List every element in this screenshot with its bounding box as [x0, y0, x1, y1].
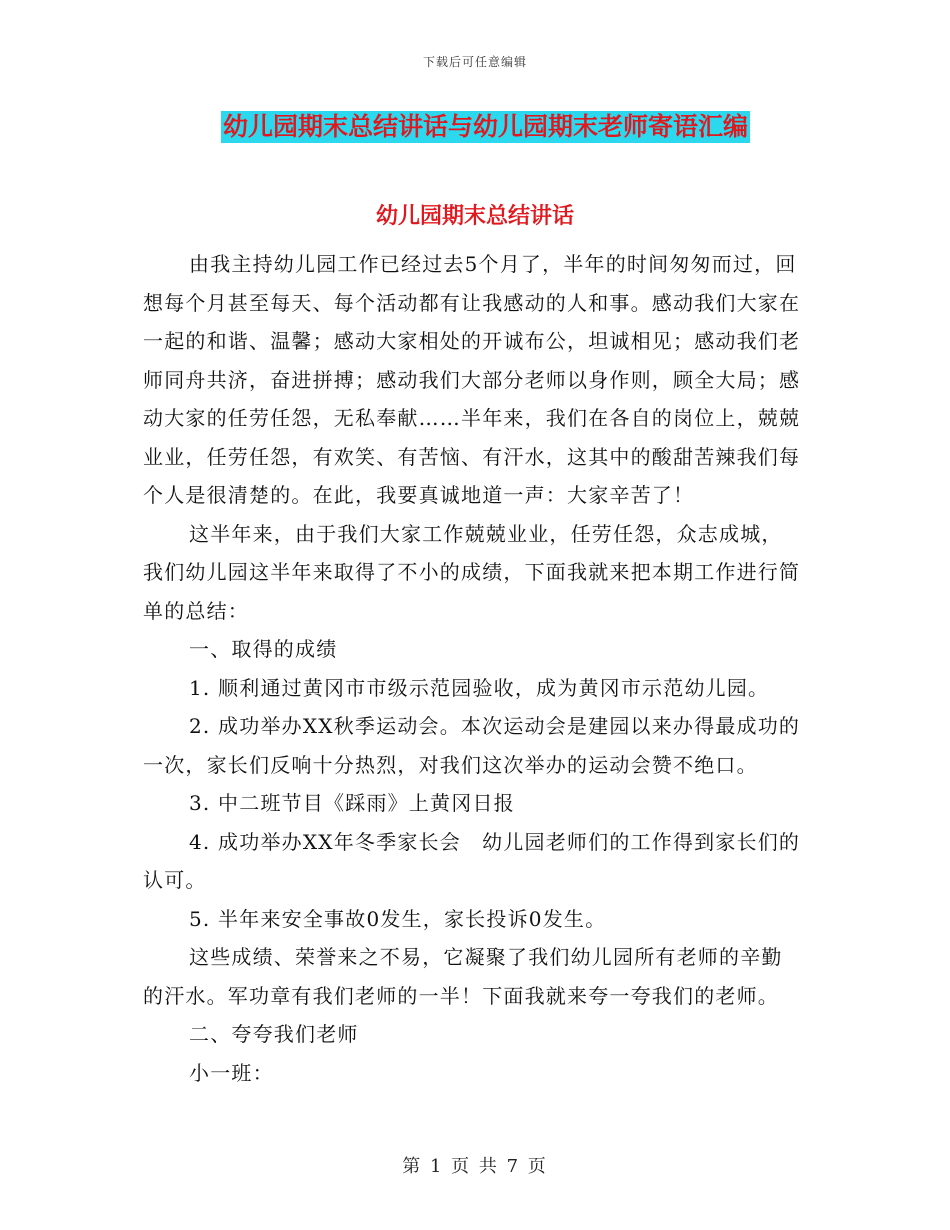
paragraph: 由我主持幼儿园工作已经过去5个月了，半年的时间匆匆而过，回想每个月甚至每天、每个活动都有让我感动的人和事。感动我们大家在一起的和谐、温馨；感动大家相处的开诚布公，坦诚相见；感动我们老师同舟共济，奋进拼搏；感动我们大部分老师以身作则，顾全大局；感动大家的任劳任怨，无私奉献……半年来，我们在各自的岗位上，兢兢业业，任劳任怨，有欢笑、有苦恼、有汗水，这其中的酸甜苦辣我们每个人是很清楚的。在此，我要真诚地道一声：大家辛苦了！ [143, 252, 801, 507]
paragraph: 这半年来，由于我们大家工作兢兢业业，任劳任怨，众志成城，我们幼儿园这半年来取得了不小的成绩，下面我就来把本期工作进行简单的总结： [143, 521, 801, 623]
document-title: 幼儿园期末总结讲话与幼儿园期末老师寄语汇编 [223, 112, 749, 141]
paragraph: 这些成绩、荣誉来之不易，它凝聚了我们幼儿园所有老师的辛勤的汗水。军功章有我们老师的一半！下面我就来夸一夸我们的老师。 [143, 945, 783, 1008]
list-item: 5. 半年来安全事故0发生，家长投诉0发生。 [189, 906, 607, 931]
document-body [143, 245, 803, 1092]
section-heading: 一、取得的成绩 [189, 637, 338, 661]
header-note: 下载后可任意编辑 [422, 55, 527, 69]
page-footer: 第 1 页 共 7 页 [402, 1156, 548, 1177]
list-item: 3. 中二班节目《踩雨》上黄冈日报 [189, 791, 515, 815]
list-item: 4. 成功举办XX年冬季家长会 幼儿园老师们的工作得到家长们的认可。 [143, 829, 801, 892]
list-item: 2. 成功举办XX秋季运动会。本次运动会是建园以来办得最成功的一次，家长们反响十分热烈，对我们这次举办的运动会赞不绝口。 [143, 714, 801, 777]
list-item: 1. 顺利通过黄冈市市级示范园验收，成为黄冈市示范幼儿园。 [189, 675, 770, 700]
section-heading: 二、夸夸我们老师 [189, 1022, 359, 1046]
section-title: 幼儿园期末总结讲话 [375, 203, 574, 229]
paragraph: 小一班： [189, 1060, 274, 1085]
